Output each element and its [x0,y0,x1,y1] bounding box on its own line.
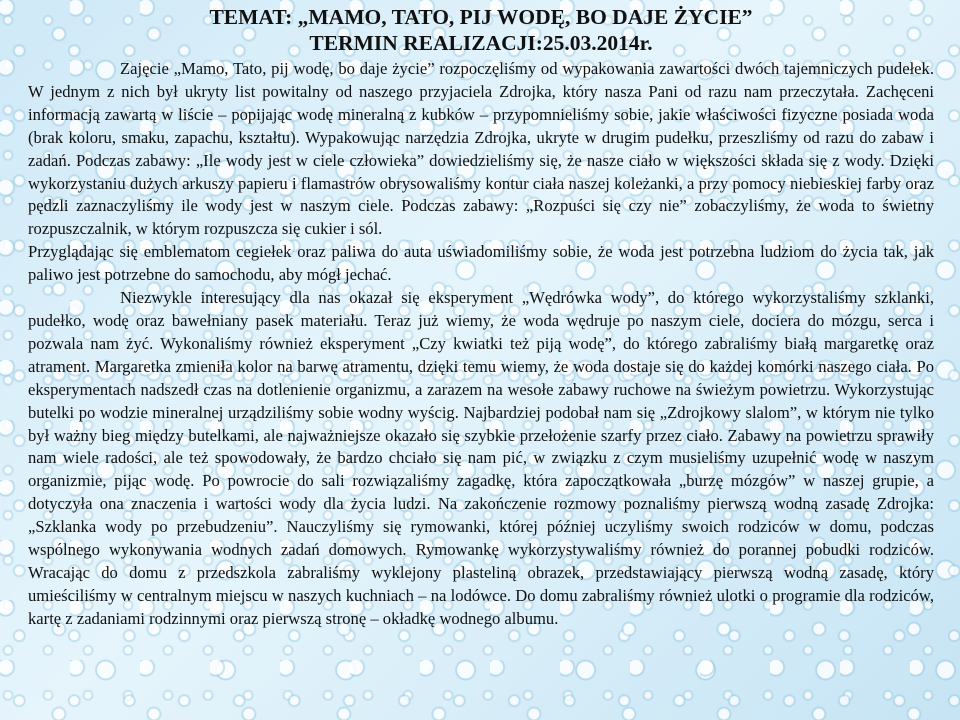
document-body [28,58,934,631]
document-page [0,4,960,631]
paragraph-3: Niezwykle interesujący dla nas okazał się eksperyment „Wędrówka wody”, do którego wykorzystaliśmy szklanki, pudełko, wodę oraz bawełniany pasek materiału. Teraz już wiemy, że woda wędruje po naszym ciele, dociera do mózgu, serca i pozwala nam żyć. Wykonaliśmy również eksperyment „Czy kwiatki też piją wodę”, do którego zabraliśmy białą margaretkę oraz atrament. Margaretka zmieniła kolor na barwę atramentu, dzięki temu wiemy, że woda dostaje się do każdej komórki naszego ciała. Po eksperymentach nadszedł czas na dotlenienie organizmu, a zarazem na wesołe zabawy ruchowe na świeżym powietrzu. Wykorzystując butelki po wodzie mineralnej urządziliśmy sobie wodny wyścig. Najbardziej podobał nam się „Zdrojkowy slalom”, w którym nie tylko był ważny bieg między butelkami, ale najważniejsze okazało się szybkie przełożenie szarfy przez ciało. Zabawy na powietrzu sprawiły nam wiele radości, ale też spowodowały, że bardzo chciało się nam pić, w związku z czym musieliśmy uzupełnić wodę w naszym organizmie, pijąc wodę. Po powrocie do sali rozwiązaliśmy zagadkę, która zapoczątkowała „burzę mózgów” w naszej grupie, a dotyczyła ona znaczenia i wartości wody dla życia ludzi. Na zakończenie rozmowy poznaliśmy pierwszą wodną zasadę Zdrojka: „Szklanka wody po przebudzeniu”. Nauczyliśmy się rymowanki, której później uczyliśmy swoich rodziców w domu, podczas wspólnego wykonywania wodnych zadań domowych. Rymowankę wykorzystywaliśmy również do porannej pobudki rodziców. Wracając do domu z przedszkola zabraliśmy wyklejony plasteliną obrazek, przedstawiający pierwszą wodną zasadę, który umieściliśmy w centralnym miejscu w naszych kuchniach – na lodówce. Do domu zabraliśmy również ulotki o programie dla rodziców, kartę z zadaniami rodzinnymi oraz pierwszą stronę – okładkę wodnego albumu. [28,288,934,628]
title-topic: TEMAT: „MAMO, TATO, PIJ WODĘ, BO DAJE ŻYCIE” [209,5,753,29]
paragraph-2: Przyglądając się emblematom cegiełek oraz paliwa do auta uświadomiliśmy sobie, że woda jest potrzebna ludziom do życia tak, jak paliwo jest potrzebne do samochodu, aby mógł jechać. [28,242,934,285]
document-title [28,4,934,56]
title-deadline: TERMIN REALIZACJI:25.03.2014r. [309,31,653,55]
paragraph-1: Zajęcie „Mamo, Tato, pij wodę, bo daje życie” rozpoczęliśmy od wypakowania zawartości dwóch tajemniczych pudełek. W jednym z nich był ukryty list powitalny od naszego przyjaciela Zdrojka, który nasza Pani od razu nam przeczytała. Zachęceni informacją zawartą w liście – popijając wodę mineralną z kubków – przypomnieliśmy sobie, jakie właściwości fizyczne posiada woda (brak koloru, smaku, zapachu, kształtu). Wypakowując narzędzia Zdrojka, ukryte w drugim pudełku, przeszliśmy od razu do zabaw i zadań. Podczas zabawy: „Ile wody jest w ciele człowieka” dowiedzieliśmy się, że nasze ciało w większości składa się z wody. Dzięki wykorzystaniu dużych arkuszy papieru i flamastrów obrysowaliśmy kontur ciała naszej koleżanki, a przy pomocy niebieskiej farby oraz pędzli zaznaczyliśmy ile wody jest w naszym ciele. Podczas zabawy: „Rozpuści się czy nie” zobaczyliśmy, że woda to świetny rozpuszczalnik, w którym rozpuszcza się cukier i sól. [28,59,934,239]
